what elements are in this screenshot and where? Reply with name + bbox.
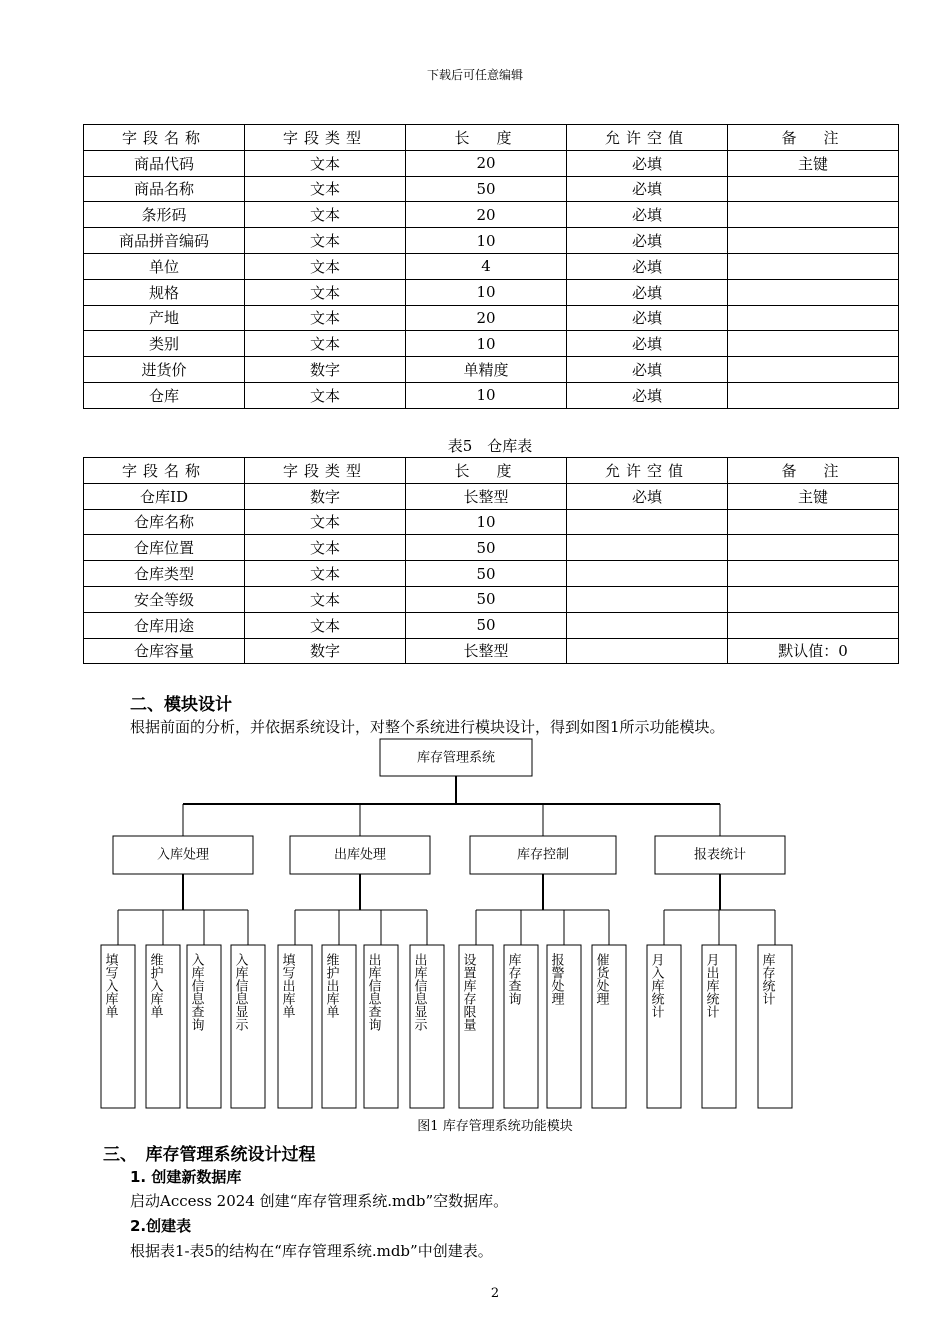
column-header: 字段名称	[84, 125, 245, 151]
section3-title: 三、 库存管理系统设计过程	[103, 1145, 316, 1165]
step2-title: 2.创建表	[130, 1217, 192, 1235]
table-cell: 50	[406, 612, 567, 638]
submodule-label: 催货处理	[593, 953, 609, 1005]
table-cell: 文本	[245, 612, 406, 638]
page-number: 2	[490, 1286, 500, 1301]
module-label: 报表统计	[693, 847, 747, 863]
table-row	[84, 535, 899, 561]
table-cell: 10	[406, 382, 567, 408]
submodule-label: 库存查询	[505, 953, 521, 1005]
submodule-label: 维护入库单	[147, 953, 163, 1018]
table-row	[84, 357, 899, 383]
table-cell: 必填	[567, 176, 728, 202]
table-cell	[728, 509, 899, 535]
table-header-row	[84, 125, 899, 151]
table-cell	[728, 176, 899, 202]
table-cell: 50	[406, 176, 567, 202]
table-cell	[728, 561, 899, 587]
table-row	[84, 509, 899, 535]
table-row	[84, 586, 899, 612]
step2-paragraph: 根据表1-表5的结构在“库存管理系统.mdb”中创建表。	[130, 1242, 493, 1260]
table-cell: 长整型	[406, 638, 567, 664]
table-cell: 商品拼音编码	[84, 228, 245, 254]
page-header: 下载后可任意编辑	[426, 68, 523, 82]
table-cell	[728, 382, 899, 408]
figure1-caption: 图1 库存管理系统功能模块	[417, 1119, 573, 1134]
table-row	[84, 150, 899, 176]
step1-title: 1. 创建新数据库	[130, 1168, 242, 1186]
table-row	[84, 638, 899, 664]
table-cell: 数字	[245, 483, 406, 509]
submodule-label: 填写入库单	[102, 953, 118, 1018]
table-cell: 仓库位置	[84, 535, 245, 561]
table-cell	[728, 253, 899, 279]
table-cell: 文本	[245, 150, 406, 176]
table-cell: 10	[406, 279, 567, 305]
submodule-label: 设置库存限量	[460, 953, 476, 1031]
submodule-label: 入库信息查询	[188, 953, 204, 1031]
column-header: 允许空值	[567, 458, 728, 484]
table-row	[84, 561, 899, 587]
submodule-label: 月入库统计	[648, 953, 664, 1018]
table-cell: 条形码	[84, 202, 245, 228]
table-cell: 仓库ID	[84, 483, 245, 509]
table-cell: 文本	[245, 382, 406, 408]
table-header-row	[84, 458, 899, 484]
table-cell: 仓库	[84, 382, 245, 408]
table-cell: 20	[406, 150, 567, 176]
column-header: 允许空值	[567, 125, 728, 151]
table-row	[84, 202, 899, 228]
table-cell: 主键	[728, 483, 899, 509]
warehouse-table	[83, 457, 899, 664]
module-label: 入库处理	[156, 847, 210, 863]
step1-paragraph: 启动Access 2024 创建“库存管理系统.mdb”空数据库。	[130, 1192, 509, 1210]
table-cell: 类别	[84, 331, 245, 357]
table-cell: 必填	[567, 305, 728, 331]
column-header: 字段类型	[245, 458, 406, 484]
table-cell	[728, 586, 899, 612]
table-cell: 默认值：0	[728, 638, 899, 664]
table-cell: 文本	[245, 176, 406, 202]
table-cell: 文本	[245, 561, 406, 587]
submodule-label: 出库信息查询	[365, 953, 381, 1031]
table-row	[84, 331, 899, 357]
table-cell: 文本	[245, 253, 406, 279]
table-cell: 单位	[84, 253, 245, 279]
table-cell: 进货价	[84, 357, 245, 383]
table-cell	[728, 357, 899, 383]
table-cell: 20	[406, 305, 567, 331]
goods-table	[83, 124, 899, 409]
table-cell	[567, 535, 728, 561]
column-header: 字段名称	[84, 458, 245, 484]
table-cell: 必填	[567, 202, 728, 228]
table-cell: 数字	[245, 357, 406, 383]
table-cell	[728, 228, 899, 254]
table-row	[84, 253, 899, 279]
table-cell	[567, 509, 728, 535]
table-cell: 20	[406, 202, 567, 228]
column-header: 备 注	[728, 458, 899, 484]
table-cell: 仓库类型	[84, 561, 245, 587]
table-cell: 50	[406, 586, 567, 612]
column-header: 长 度	[406, 458, 567, 484]
table-cell: 文本	[245, 509, 406, 535]
column-header: 长 度	[406, 125, 567, 151]
table-cell: 必填	[567, 228, 728, 254]
table-cell: 文本	[245, 305, 406, 331]
table-cell	[567, 612, 728, 638]
table-row	[84, 176, 899, 202]
table-cell: 文本	[245, 586, 406, 612]
table-row	[84, 279, 899, 305]
table-cell: 商品代码	[84, 150, 245, 176]
submodule-label: 库存统计	[759, 953, 775, 1005]
table-cell: 10	[406, 331, 567, 357]
table-cell: 4	[406, 253, 567, 279]
function-module-diagram	[0, 730, 950, 1115]
table-cell: 产地	[84, 305, 245, 331]
submodule-label: 出库信息显示	[411, 953, 427, 1031]
table-cell: 必填	[567, 150, 728, 176]
table-row	[84, 228, 899, 254]
module-label: 出库处理	[333, 847, 387, 863]
table-cell: 必填	[567, 357, 728, 383]
table-cell	[567, 586, 728, 612]
table-cell: 文本	[245, 279, 406, 305]
table-cell: 主键	[728, 150, 899, 176]
table-cell: 文本	[245, 228, 406, 254]
submodule-label: 填写出库单	[279, 953, 295, 1018]
table-cell: 数字	[245, 638, 406, 664]
table-cell: 文本	[245, 331, 406, 357]
table-cell	[567, 561, 728, 587]
submodule-label: 入库信息显示	[232, 953, 248, 1031]
table-cell: 仓库用途	[84, 612, 245, 638]
table-cell: 10	[406, 509, 567, 535]
table-cell: 单精度	[406, 357, 567, 383]
column-header: 字段类型	[245, 125, 406, 151]
table-cell: 规格	[84, 279, 245, 305]
table-cell	[728, 535, 899, 561]
module-label: 库存控制	[516, 847, 570, 863]
table-cell: 必填	[567, 331, 728, 357]
table-cell: 必填	[567, 279, 728, 305]
table5-caption: 表5 仓库表	[447, 437, 533, 455]
section2-paragraph: 根据前面的分析，并依据系统设计，对整个系统进行模块设计，得到如图1所示功能模块。	[130, 718, 725, 736]
table-cell	[728, 202, 899, 228]
table-cell	[728, 331, 899, 357]
table-cell	[728, 305, 899, 331]
table-row	[84, 382, 899, 408]
table-cell: 文本	[245, 202, 406, 228]
table-cell: 必填	[567, 382, 728, 408]
table-cell: 文本	[245, 535, 406, 561]
submodule-label: 维护出库单	[323, 953, 339, 1018]
table-cell: 10	[406, 228, 567, 254]
table-cell: 仓库名称	[84, 509, 245, 535]
table-cell	[728, 612, 899, 638]
table-cell: 必填	[567, 253, 728, 279]
table-cell: 长整型	[406, 483, 567, 509]
table-cell: 安全等级	[84, 586, 245, 612]
table-row	[84, 612, 899, 638]
submodule-label: 月出库统计	[703, 953, 719, 1018]
table-cell: 仓库容量	[84, 638, 245, 664]
submodule-label: 报警处理	[548, 953, 564, 1005]
table-row	[84, 483, 899, 509]
section2-title: 二、模块设计	[130, 695, 232, 715]
root-label: 库存管理系统	[416, 750, 496, 766]
table-cell	[728, 279, 899, 305]
table-cell	[567, 638, 728, 664]
column-header: 备 注	[728, 125, 899, 151]
table-row	[84, 305, 899, 331]
table-cell: 必填	[567, 483, 728, 509]
table-cell: 50	[406, 535, 567, 561]
table-cell: 商品名称	[84, 176, 245, 202]
table-cell: 50	[406, 561, 567, 587]
